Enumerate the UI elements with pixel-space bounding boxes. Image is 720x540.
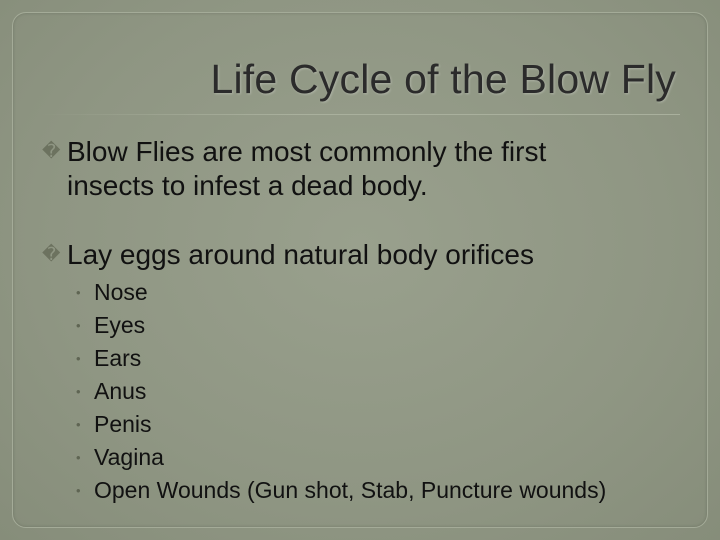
list-item	[76, 441, 606, 474]
title-divider	[40, 114, 680, 115]
bullet-glyph-icon: �	[42, 244, 61, 264]
bullet-dot-icon: •	[76, 483, 81, 498]
bullet-dot-icon: •	[76, 318, 81, 333]
list-item-text: Nose	[94, 279, 148, 305]
bullet-dot-icon: •	[76, 417, 81, 432]
bullet-lay-eggs	[42, 237, 534, 272]
list-item	[76, 408, 606, 441]
list-item-text: Eyes	[94, 312, 146, 338]
bullet-dot-icon: •	[76, 450, 81, 465]
list-item-text: Vagina	[94, 444, 164, 470]
orifice-list	[76, 276, 606, 507]
bullet-dot-icon: •	[76, 384, 81, 399]
list-item	[76, 276, 606, 309]
bullet-text-line1: Blow Flies are most commonly the first	[67, 136, 547, 167]
list-item-text: Penis	[94, 411, 152, 437]
bullet-dot-icon: •	[76, 351, 81, 366]
slide-title: Life Cycle of the Blow Fly	[210, 56, 676, 102]
bullet-text: Lay eggs around natural body orifices	[67, 239, 534, 270]
list-item-text: Anus	[94, 378, 147, 404]
list-item-text: Open Wounds (Gun shot, Stab, Puncture wounds)	[94, 477, 607, 503]
list-item	[76, 309, 606, 342]
list-item-text: Ears	[94, 345, 142, 371]
bullet-text-line2: insects to infest a dead body.	[67, 170, 428, 201]
list-item	[76, 342, 606, 375]
bullet-dot-icon: •	[76, 285, 81, 300]
list-item	[76, 375, 606, 408]
bullet-glyph-icon: �	[42, 141, 61, 161]
bullet-blow-flies	[42, 134, 682, 203]
list-item	[76, 474, 606, 507]
